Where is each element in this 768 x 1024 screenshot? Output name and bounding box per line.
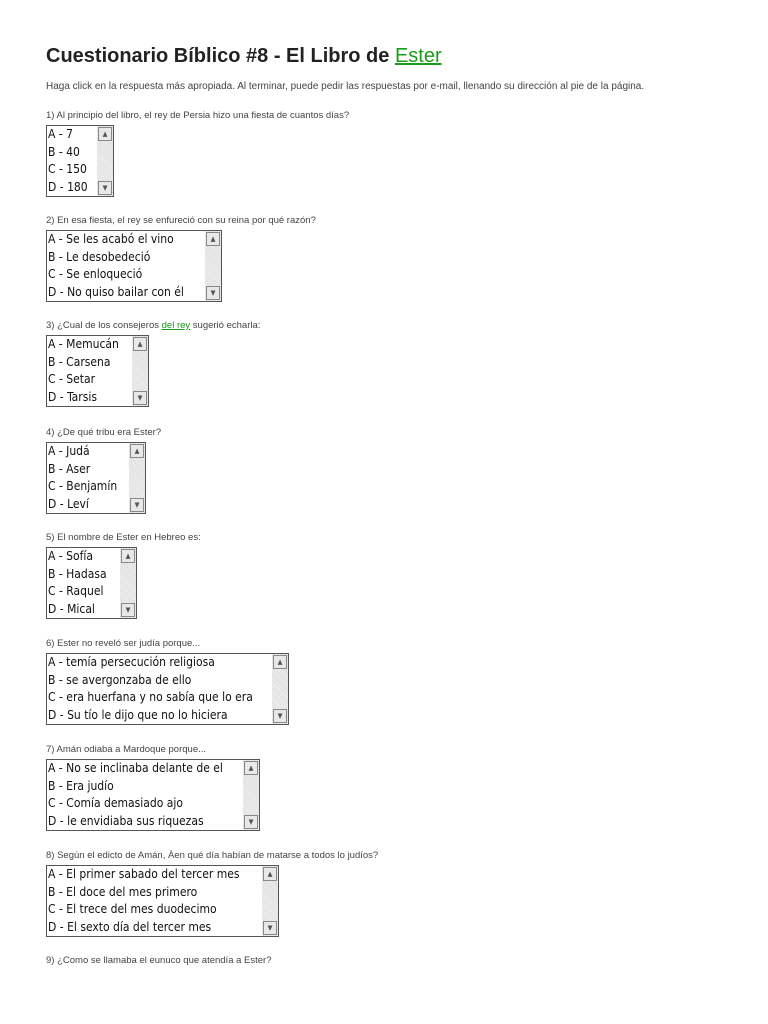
answer-options: [47, 760, 259, 830]
answer-option[interactable]: A - 7: [48, 127, 74, 141]
answer-option[interactable]: A - El primer sabado del tercer mes: [48, 867, 240, 881]
answer-listbox[interactable]: [46, 653, 289, 725]
answer-option[interactable]: B - Le desobedeció: [48, 249, 151, 264]
question-label-end: sugerió echarla:: [190, 320, 261, 331]
answer-option[interactable]: C - Raquel: [48, 584, 104, 598]
question-3: [46, 320, 260, 407]
answer-option[interactable]: B - Aser: [48, 461, 91, 476]
answer-options: [47, 231, 221, 301]
answer-option[interactable]: A - Se les acabó el vino: [48, 232, 174, 246]
answer-option[interactable]: D - Mical: [48, 601, 95, 616]
scroll-down-arrow-icon[interactable]: ▼: [98, 181, 112, 195]
title-link-ester[interactable]: Ester: [394, 45, 442, 67]
question-6: [46, 638, 289, 725]
question-label: 3) ¿Cual de los consejeros: [46, 320, 162, 331]
answer-option[interactable]: A - temía persecución religiosa: [48, 655, 215, 669]
answer-option[interactable]: D - Su tío le dijo que no lo hiciera: [48, 707, 228, 722]
listbox-scrollbar[interactable]: [120, 548, 136, 618]
listbox-scrollbar[interactable]: [243, 760, 259, 830]
listbox-scrollbar[interactable]: [129, 443, 145, 513]
listbox-scrollbar[interactable]: [262, 866, 278, 936]
answer-option[interactable]: B - El doce del mes primero: [48, 884, 198, 899]
answer-option[interactable]: D - Leví: [48, 496, 89, 511]
question-text: [46, 744, 260, 756]
answer-option[interactable]: C - Benjamín: [48, 479, 118, 493]
page-title: [46, 40, 746, 72]
question-2: [46, 215, 316, 302]
scroll-up-arrow-icon[interactable]: ▲: [263, 867, 277, 881]
question-text: [46, 320, 260, 332]
question-7: [46, 744, 260, 831]
answer-option[interactable]: A - Sofía: [48, 549, 94, 563]
page-title-text: Cuestionario Bíblico #8 - El Libro de: [46, 45, 395, 67]
question-label: 9) ¿Como se llamaba el eunuco que atendía a Ester?: [46, 955, 272, 966]
scroll-up-arrow-icon[interactable]: ▲: [133, 337, 147, 351]
answer-listbox[interactable]: [46, 335, 149, 407]
question-8: [46, 850, 378, 937]
question-label: 5) El nombre de Ester en Hebreo es:: [46, 532, 201, 543]
answer-option[interactable]: D - El sexto día del tercer mes: [48, 919, 212, 934]
answer-listbox[interactable]: [46, 759, 260, 831]
answer-options: [47, 866, 278, 936]
question-9: [46, 955, 272, 970]
answer-option[interactable]: B - 40: [48, 144, 80, 159]
scroll-down-arrow-icon[interactable]: ▼: [206, 286, 220, 300]
scroll-down-arrow-icon[interactable]: ▼: [130, 498, 144, 512]
answer-option[interactable]: C - era huerfana y no sabía que lo era: [48, 690, 253, 704]
question-text: [46, 427, 161, 439]
scroll-up-arrow-icon[interactable]: ▲: [244, 761, 258, 775]
question-link[interactable]: del rey: [161, 320, 191, 331]
scroll-up-arrow-icon[interactable]: ▲: [121, 549, 135, 563]
question-label: 1) Al principio del libro, el rey de Persia hizo una fiesta de cuantos días?: [46, 110, 350, 121]
scroll-down-arrow-icon[interactable]: ▼: [133, 391, 147, 405]
scroll-down-arrow-icon[interactable]: ▼: [121, 603, 135, 617]
question-text: [46, 110, 349, 122]
answer-listbox[interactable]: [46, 125, 114, 197]
page: [46, 40, 746, 966]
intro-text: Haga click en la respuesta más apropiada. Al terminar, puede pedir las respuestas por e-mail, llenando su dirección al pie de la página.: [46, 81, 645, 92]
listbox-scrollbar[interactable]: [205, 231, 221, 301]
answer-option[interactable]: B - se avergonzaba de ello: [48, 672, 192, 687]
listbox-scrollbar[interactable]: [97, 126, 113, 196]
question-label: 2) En esa fiesta, el rey se enfureció con su reina por qué razón?: [46, 215, 316, 226]
answer-option[interactable]: A - Memucán: [48, 337, 119, 351]
question-text: [46, 215, 316, 227]
listbox-scrollbar[interactable]: [132, 336, 148, 406]
answer-option[interactable]: B - Era judío: [48, 778, 114, 793]
question-label: 4) ¿De qué tribu era Ester?: [46, 427, 162, 438]
answer-listbox[interactable]: [46, 865, 279, 937]
answer-listbox[interactable]: [46, 230, 222, 302]
answer-option[interactable]: C - Setar: [48, 372, 96, 386]
scroll-down-arrow-icon[interactable]: ▼: [263, 921, 277, 935]
answer-listbox[interactable]: [46, 547, 137, 619]
answer-option[interactable]: D - 180: [48, 179, 88, 194]
answer-option[interactable]: D - le envidiaba sus riquezas: [48, 813, 204, 828]
answer-option[interactable]: D - Tarsis: [48, 389, 97, 404]
question-text: [46, 532, 201, 544]
question-1: [46, 110, 349, 197]
answer-option[interactable]: C - Se enloqueció: [48, 267, 143, 281]
question-4: [46, 427, 161, 514]
answer-listbox[interactable]: [46, 442, 146, 514]
answer-option[interactable]: C - El trece del mes duodecimo: [48, 902, 217, 916]
question-text: [46, 638, 289, 650]
question-5: [46, 532, 201, 619]
answer-option[interactable]: D - No quiso bailar con él: [48, 284, 184, 299]
listbox-scrollbar[interactable]: [272, 654, 288, 724]
scroll-up-arrow-icon[interactable]: ▲: [206, 232, 220, 246]
answer-option[interactable]: A - No se inclinaba delante de el: [48, 761, 223, 775]
scroll-up-arrow-icon[interactable]: ▲: [130, 444, 144, 458]
answer-options: [47, 654, 288, 724]
question-label: 8) Según el edicto de Amán, Àen qué día habían de matarse a todos lo judíos?: [46, 850, 379, 861]
scroll-up-arrow-icon[interactable]: ▲: [98, 127, 112, 141]
scroll-down-arrow-icon[interactable]: ▼: [273, 709, 287, 723]
answer-option[interactable]: C - Comía demasiado ajo: [48, 796, 183, 810]
answer-option[interactable]: C - 150: [48, 162, 87, 176]
answer-option[interactable]: B - Hadasa: [48, 566, 107, 581]
question-text: [46, 850, 378, 862]
question-text: [46, 955, 272, 967]
question-label: 7) Amán odiaba a Mardoque porque...: [46, 744, 207, 755]
scroll-up-arrow-icon[interactable]: ▲: [273, 655, 287, 669]
question-label: 6) Ester no reveló ser judía porque...: [46, 638, 201, 649]
answer-option[interactable]: B - Carsena: [48, 354, 111, 369]
answer-option[interactable]: A - Judá: [48, 444, 90, 458]
scroll-down-arrow-icon[interactable]: ▼: [244, 815, 258, 829]
